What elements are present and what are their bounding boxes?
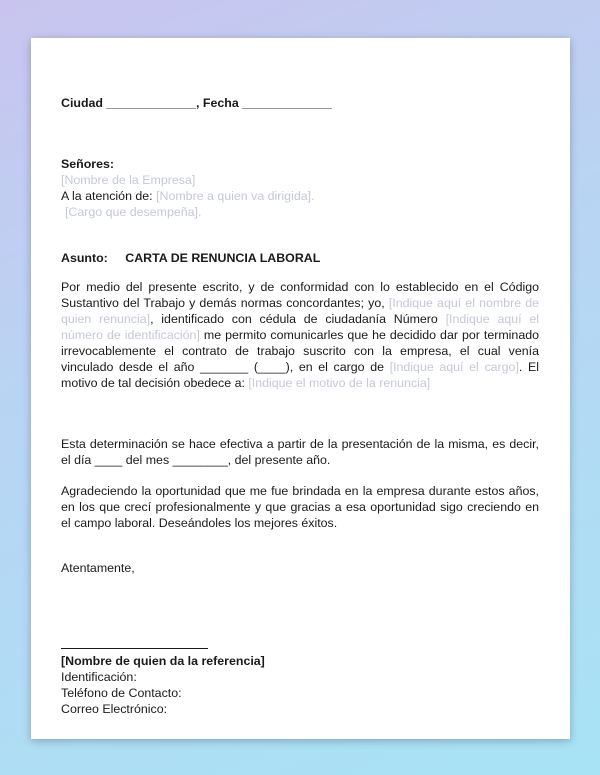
position-dot: . xyxy=(197,205,202,219)
attention-line xyxy=(61,188,539,204)
subject-title: CARTA DE RENUNCIA LABORAL xyxy=(125,251,321,265)
phone-label: Teléfono de Contacto: xyxy=(61,686,182,700)
id-number-placeholder: [Indique aquí el número de identificación] xyxy=(61,312,539,342)
company-placeholder: [Nombre de la Empresa] xyxy=(61,173,196,187)
reason-placeholder: [Indique el motivo de la renuncia] xyxy=(248,376,431,390)
recipient-greeting: Señores: xyxy=(61,157,115,171)
body-paragraph-1 xyxy=(61,279,539,391)
position-line xyxy=(65,204,543,220)
city-date-line: Ciudad _____________, Fecha _____________ xyxy=(61,96,332,110)
attention-placeholder: [Nombre a quien va dirigida] xyxy=(156,189,312,203)
p1-text-a: Por medio del presente escrito, y de conformidad con lo establecido en el Código Sustantivo del Trabajo y demás normas concordantes; yo, xyxy=(61,280,539,310)
signer-name: [Nombre de quien da la referencia] xyxy=(61,654,265,668)
p1-text-d: . El motivo de tal decisión obedece a: xyxy=(61,360,540,390)
subject-line xyxy=(61,250,539,266)
body-paragraph-2: Esta determinación se hace efectiva a partir de la presentación de la misma, es decir, el día ____ del mes ________, del presente año. xyxy=(61,437,539,467)
identification-label: Identificación: xyxy=(61,670,137,684)
closing-salutation: Atentamente, xyxy=(61,561,135,575)
position-placeholder: [Cargo que desempeña] xyxy=(65,205,198,219)
attention-label: A la atención de: xyxy=(61,189,153,203)
body-paragraph-3: Agradeciendo la oportunidad que me fue brindada en la empresa durante estos años, en los que crecí profesionalmente y que gracias a esa oportunidad sigo creciendo en el campo laboral. Deseándoles los mejores éxitos. xyxy=(61,484,539,530)
signature-line xyxy=(61,648,208,649)
employee-name-placeholder: [Indique aquí el nombre de quien renuncia] xyxy=(61,296,539,326)
p1-text-c: me permito comunicarles que he decidido dar por terminado irrevocablemente el contrato de trabajo suscrito con la empresa, el cual venía vinculado desde el año _______ (____), en el cargo de xyxy=(61,328,539,374)
attention-dot: . xyxy=(311,189,315,203)
letter-page xyxy=(31,38,570,739)
p1-text-b: , identificado con cédula de ciudadanía Número xyxy=(150,312,446,326)
subject-label: Asunto: xyxy=(61,251,108,265)
job-title-placeholder: [Indique aquí el cargo] xyxy=(389,360,519,374)
email-label: Correo Electrónico: xyxy=(61,702,168,716)
